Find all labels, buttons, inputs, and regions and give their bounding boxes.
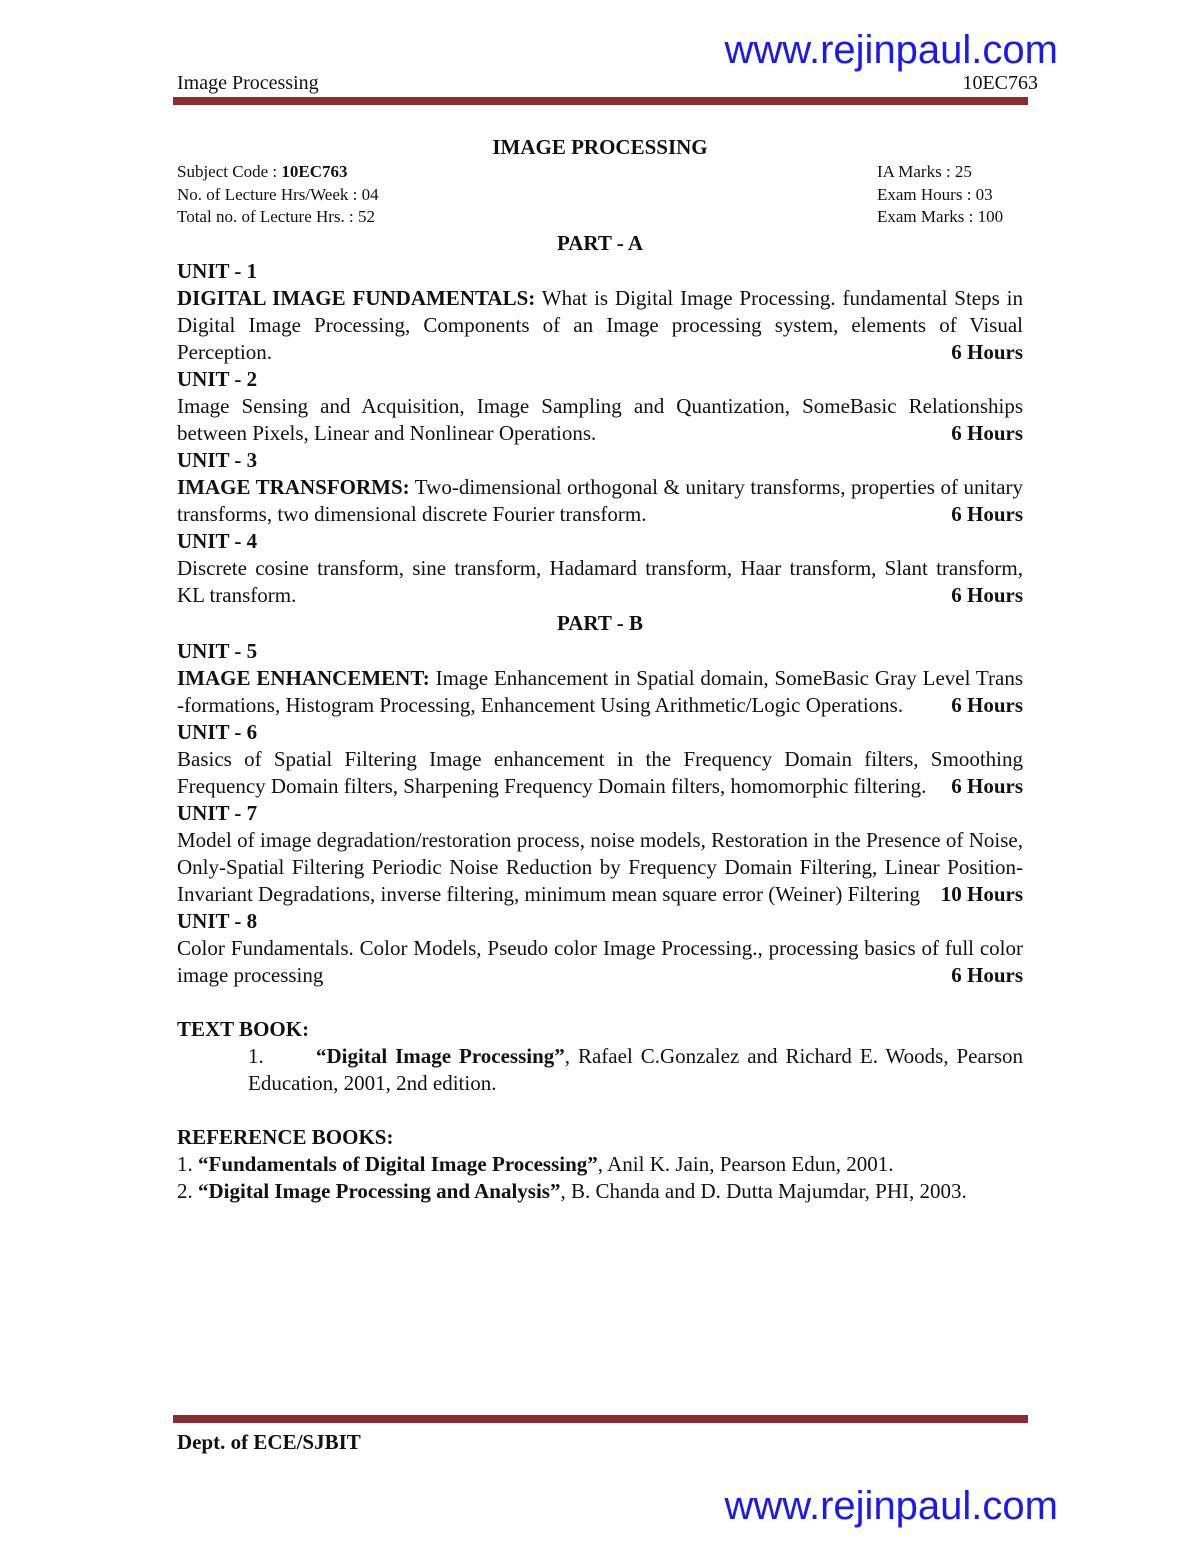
unit-description: Model of image degradation/restoration process, noise models, Restoration in the Presence of Noise, Only-Spatial Filtering Periodic Noise Reduction by Frequency Domain Filtering, Linear Position-Invariant Degradations, inverse filtering, minimum mean square error (Weiner) Filtering 10 Hours (177, 827, 1023, 906)
unit-heading: UNIT - 7 (177, 800, 258, 825)
unit-hours: 6 Hours (951, 420, 1023, 445)
meta-exam-marks: Exam Marks : 100 (877, 207, 1004, 226)
unit-description: IMAGE TRANSFORMS: Two-dimensional orthogonal & unitary transforms, properties of unitary transforms, two dimensional discrete Fourier transform. 6 Hours (177, 474, 1023, 526)
unit-description: IMAGE ENHANCEMENT: Image Enhancement in Spatial domain, SomeBasic Gray Level Trans -formations, Histogram Processing, Enhancement Using Arithmetic/Logic Operations. 6 Hours (177, 665, 1023, 717)
unit-heading: UNIT - 6 (177, 719, 258, 744)
text-book-heading: TEXT BOOK: (177, 1016, 310, 1041)
unit-hours: 6 Hours (951, 582, 1023, 607)
unit-7 (177, 800, 1023, 908)
reference-book-item: 2. “Digital Image Processing and Analysis”, B. Chanda and D. Dutta Majumdar, PHI, 2003. (177, 1178, 967, 1203)
unit-hours: 6 Hours (951, 339, 1023, 364)
header-rule (173, 97, 1028, 105)
page-title: IMAGE PROCESSING (492, 135, 708, 159)
text-book-item: 1. “Digital Image Processing”, Rafael C.Gonzalez and Richard E. Woods, Pearson Education, 2001, 2nd edition. (248, 1043, 1023, 1095)
part-b-heading: PART - B (557, 610, 643, 635)
unit-hours: 6 Hours (951, 962, 1023, 987)
header-code: 10EC763 (962, 72, 1038, 94)
meta-ia-marks: IA Marks : 25 (877, 162, 972, 181)
unit-description: DIGITAL IMAGE FUNDAMENTALS: What is Digital Image Processing. fundamental Steps in Digital Image Processing, Components of an Image processing system, elements of Visual Perception. 6 Hours (177, 285, 1023, 364)
unit-hours: 6 Hours (951, 501, 1023, 526)
meta-total-lecture-hrs: Total no. of Lecture Hrs. : 52 (177, 207, 376, 226)
footer-dept: Dept. of ECE/SJBIT (177, 1430, 361, 1454)
reference-book-item: 1. “Fundamentals of Digital Image Processing”, Anil K. Jain, Pearson Edun, 2001. (177, 1151, 894, 1176)
meta-lecture-hrs-week: No. of Lecture Hrs/Week : 04 (177, 184, 379, 204)
watermark-bottom[interactable]: www.rejinpaul.com (724, 1484, 1058, 1528)
watermark-top[interactable]: www.rejinpaul.com (724, 28, 1058, 72)
meta-row (177, 184, 1023, 207)
unit-hours: 6 Hours (951, 773, 1023, 798)
footer-rule (173, 1415, 1028, 1423)
unit-description: Basics of Spatial Filtering Image enhancement in the Frequency Domain filters, Smoothing Frequency Domain filters, Sharpening Frequency Domain filters, homomorphic filtering. 6 Hours (177, 746, 1023, 798)
reference-books-heading: REFERENCE BOOKS: (177, 1124, 394, 1149)
unit-heading: UNIT - 8 (177, 908, 258, 933)
unit-1 (177, 258, 1023, 366)
unit-heading: UNIT - 3 (177, 447, 258, 472)
unit-description: Color Fundamentals. Color Models, Pseudo color Image Processing., processing basics of full color image processing 6 Hours (177, 935, 1023, 987)
unit-heading: UNIT - 1 (177, 258, 258, 283)
spacer (177, 989, 1023, 1016)
unit-8 (177, 908, 1023, 989)
unit-hours: 6 Hours (951, 692, 1023, 717)
meta-subject-code: Subject Code : 10EC763 (177, 162, 348, 181)
unit-heading: UNIT - 2 (177, 366, 258, 391)
unit-4 (177, 528, 1023, 609)
part-a-heading: PART - A (557, 230, 643, 255)
unit-hours: 10 Hours (940, 881, 1023, 906)
spacer (177, 1097, 1023, 1124)
header-subject: Image Processing (177, 72, 319, 94)
unit-heading: UNIT - 5 (177, 638, 258, 663)
unit-3 (177, 447, 1023, 528)
unit-heading: UNIT - 4 (177, 528, 258, 553)
meta-row (177, 206, 1023, 229)
unit-6 (177, 719, 1023, 800)
unit-description: Discrete cosine transform, sine transform, Hadamard transform, Haar transform, Slant transform, KL transform. 6 Hours (177, 555, 1023, 607)
syllabus-content (177, 133, 1023, 1205)
unit-2 (177, 366, 1023, 447)
unit-description: Image Sensing and Acquisition, Image Sampling and Quantization, SomeBasic Relationships between Pixels, Linear and Nonlinear Operations. 6 Hours (177, 393, 1023, 445)
meta-row (177, 161, 1023, 184)
unit-5 (177, 638, 1023, 719)
meta-exam-hours: Exam Hours : 03 (877, 184, 993, 204)
